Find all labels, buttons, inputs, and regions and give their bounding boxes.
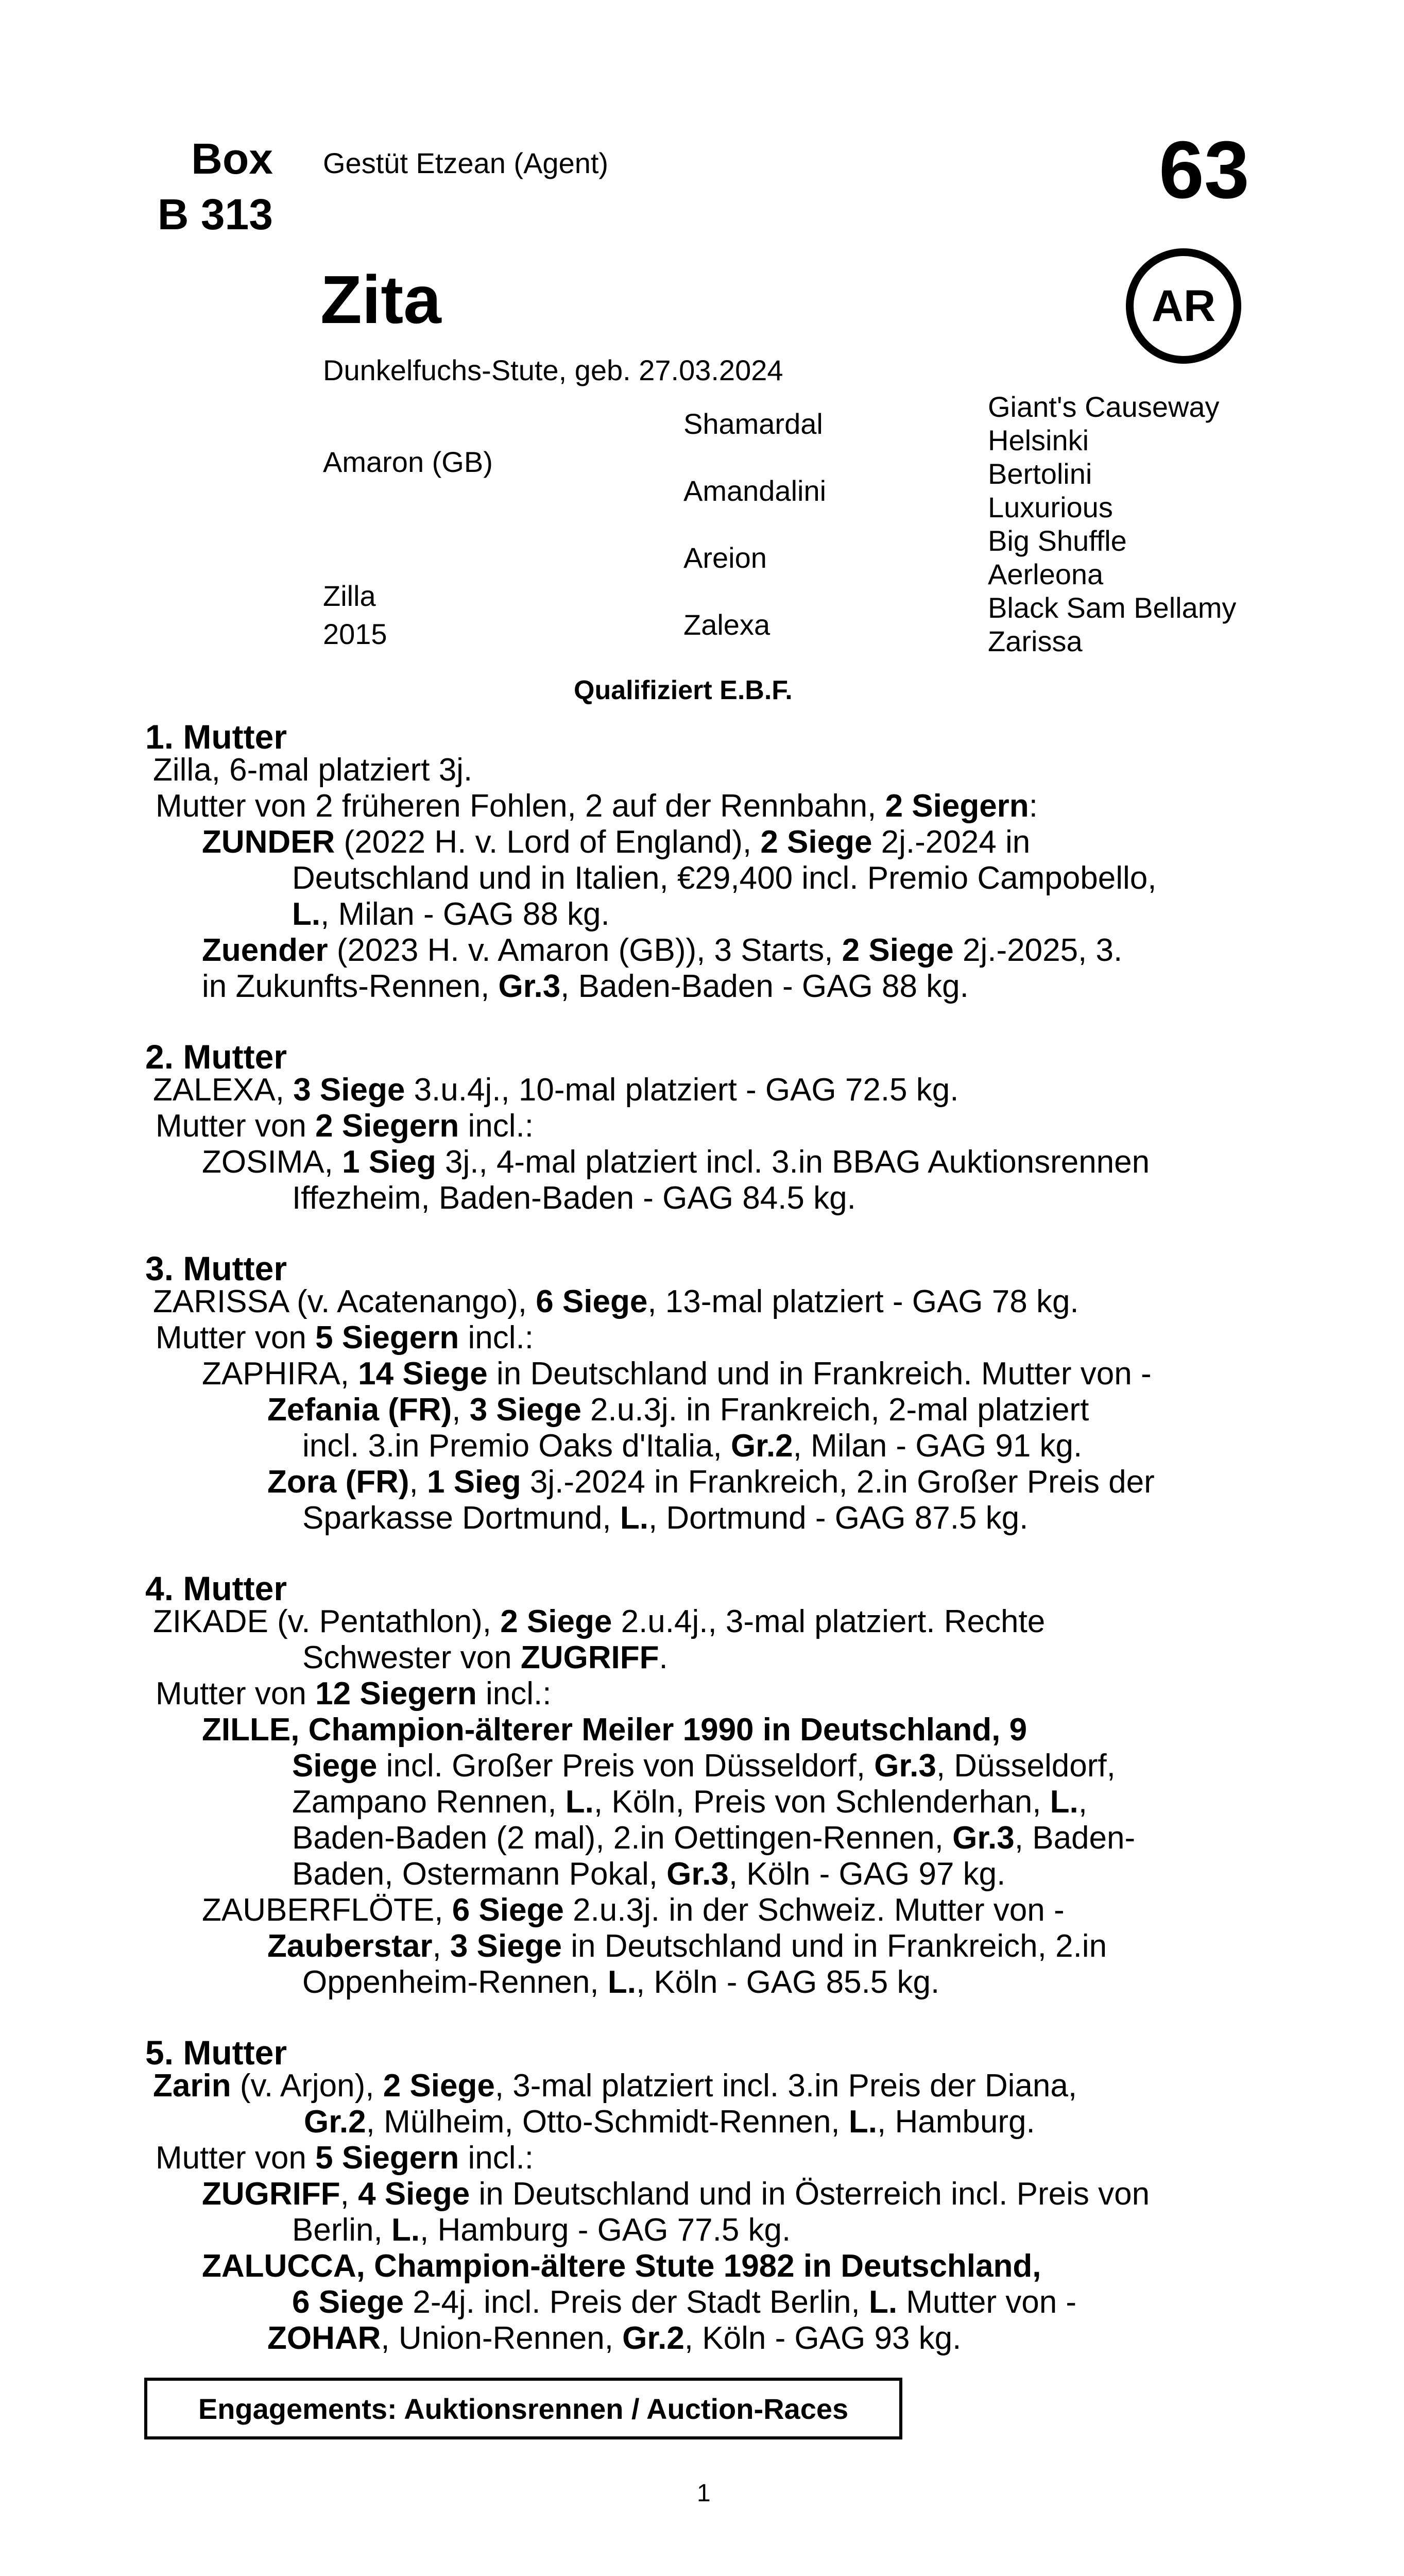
pedigree-gen3-5: Aerleona [988,558,1104,590]
dam4-offspring-zille: ZILLE, Champion-älterer Meiler 1990 in Deutschland, 9 [202,1712,1028,1748]
dam5-offspring-zalucca-cont: 6 Siege 2-4j. incl. Preis der Stadt Berlin, L. Mutter von - [292,2284,1077,2320]
dam3-progeny: Mutter von 5 Siegern incl.: [156,1320,534,1355]
dam3-heading: 3. Mutter [145,1249,287,1287]
lot-number: 63 [1159,125,1249,215]
engagements-text: Engagements: Auktionsrennen / Auction-Races [198,2392,849,2425]
dam4-offspring-zille-cont: Siege incl. Großer Preis von Düsseldorf, Gr.3, Düsseldorf, [292,1748,1116,1784]
pedigree-sire: Amaron (GB) [323,446,493,478]
dam4-offspring-zille-cont: Baden-Baden (2 mal), 2.in Oettingen-Rennen, Gr.3, Baden- [292,1820,1136,1856]
page-number: 1 [697,2480,711,2507]
dam2-progeny: Mutter von 2 Siegern incl.: [156,1108,534,1144]
pedigree-gen3-0: Giant's Causeway [988,391,1220,423]
pedigree-gen3-4: Big Shuffle [988,524,1127,557]
dam5-offspring-zugriff-cont: Berlin, L., Hamburg - GAG 77.5 kg. [292,2212,791,2248]
dam5-progeny: Mutter von 5 Siegern incl.: [156,2140,534,2176]
dam4-grandoffspring-zauberstar: Zauberstar, 3 Siege in Deutschland und in Frankreich, 2.in [267,1928,1107,1964]
dam4-heading: 4. Mutter [145,1569,287,1607]
dam3-line: ZARISSA (v. Acatenango), 6 Siege, 13-mal platziert - GAG 78 kg. [153,1284,1079,1319]
pedigree-gen3-1: Helsinki [988,424,1089,456]
engagements-box [144,2378,902,2439]
dam2-offspring-zosima-cont: Iffezheim, Baden-Baden - GAG 84.5 kg. [292,1180,856,1216]
horse-description: Dunkelfuchs-Stute, geb. 27.03.2024 [323,354,783,386]
dam4-line: ZIKADE (v. Pentathlon), 2 Siege 2.u.4j., 3-mal platziert. Rechte [153,1604,1046,1639]
dam3-grandoffspring-zora: Zora (FR), 1 Sieg 3j.-2024 in Frankreich, 2.in Großer Preis der [267,1464,1155,1500]
dam5-heading: 5. Mutter [145,2033,287,2072]
dam4-offspring-zauberfloete: ZAUBERFLÖTE, 6 Siege 2.u.3j. in der Schweiz. Mutter von - [202,1892,1065,1928]
dam2-line: ZALEXA, 3 Siege 3.u.4j., 10-mal platziert - GAG 72.5 kg. [153,1072,959,1108]
dam1-line: Zilla, 6-mal platziert 3j. [153,752,473,788]
box-label: Box [191,134,273,183]
qualification: Qualifiziert E.B.F. [574,675,793,705]
box-number: B 313 [157,190,273,239]
dam4-line-cont: Schwester von ZUGRIFF. [302,1640,668,1675]
ar-badge-text: AR [1151,281,1216,331]
dam4-grandoffspring-zauberstar-cont: Oppenheim-Rennen, L., Köln - GAG 85.5 kg. [302,1964,940,2000]
dam4-offspring-zille-cont: Zampano Rennen, L., Köln, Preis von Schlenderhan, L., [292,1784,1087,1820]
dam2-heading: 2. Mutter [145,1038,287,1076]
dam3-grandoffspring-zora-cont: Sparkasse Dortmund, L., Dortmund - GAG 87.5 kg. [302,1500,1029,1536]
pedigree-gen3-7: Zarissa [988,625,1083,657]
dam3-grandoffspring-zefania-cont: incl. 3.in Premio Oaks d'Italia, Gr.2, Milan - GAG 91 kg. [302,1428,1083,1464]
dam3-grandoffspring-zefania: Zefania (FR), 3 Siege 2.u.3j. in Frankreich, 2-mal platziert [267,1392,1089,1428]
dam3-offspring-zaphira: ZAPHIRA, 14 Siege in Deutschland und in Frankreich. Mutter von - [202,1356,1152,1392]
dam4-progeny: Mutter von 12 Siegern incl.: [156,1676,552,1711]
dam5-offspring-zugriff: ZUGRIFF, 4 Siege in Deutschland und in Österreich incl. Preis von [202,2176,1150,2212]
pedigree-dam-sire: Areion [683,541,767,574]
pedigree-sire-sire: Shamardal [683,408,823,440]
dam1-offspring-zunder-cont: L., Milan - GAG 88 kg. [292,896,610,932]
dam1-offspring-zuender-cont: in Zukunfts-Rennen, Gr.3, Baden-Baden - GAG 88 kg. [202,969,969,1004]
ar-badge [1126,248,1241,364]
dam1-offspring-zuender: Zuender (2023 H. v. Amaron (GB)), 3 Starts, 2 Siege 2j.-2025, 3. [202,933,1123,968]
dam5-line-cont: Gr.2, Mülheim, Otto-Schmidt-Rennen, L., Hamburg. [304,2104,1035,2140]
dam5-offspring-zalucca: ZALUCCA, Champion-ältere Stute 1982 in Deutschland, [202,2248,1041,2284]
pedigree-dam: Zilla [323,580,376,612]
pedigree-gen3-2: Bertolini [988,457,1092,490]
pedigree-dam-dam: Zalexa [683,608,771,641]
dam5-line: Zarin (v. Arjon), 2 Siege, 3-mal platziert incl. 3.in Preis der Diana, [153,2068,1077,2104]
dam2-offspring-zosima: ZOSIMA, 1 Sieg 3j., 4-mal platziert incl. 3.in BBAG Auktionsrennen [202,1144,1150,1180]
pedigree-dam-year: 2015 [323,618,387,650]
dam1-heading: 1. Mutter [145,718,287,756]
seller-name: Gestüt Etzean (Agent) [323,147,609,179]
dam4-offspring-zille-cont: Baden, Ostermann Pokal, Gr.3, Köln - GAG 97 kg. [292,1856,1006,1892]
dam1-offspring-zunder: ZUNDER (2022 H. v. Lord of England), 2 Siege 2j.-2024 in [202,824,1031,860]
pedigree-gen3-6: Black Sam Bellamy [988,591,1237,624]
dam1-offspring-zunder-cont: Deutschland und in Italien, €29,400 incl. Premio Campobello, [292,860,1157,896]
dam1-progeny: Mutter von 2 früheren Fohlen, 2 auf der Rennbahn, 2 Siegern: [156,788,1038,824]
dam5-grandoffspring-zohar: ZOHAR, Union-Rennen, Gr.2, Köln - GAG 93 kg. [267,2320,962,2356]
pedigree-sire-dam: Amandalini [683,474,827,507]
horse-name: Zita [320,262,441,337]
pedigree-gen3-3: Luxurious [988,491,1113,523]
